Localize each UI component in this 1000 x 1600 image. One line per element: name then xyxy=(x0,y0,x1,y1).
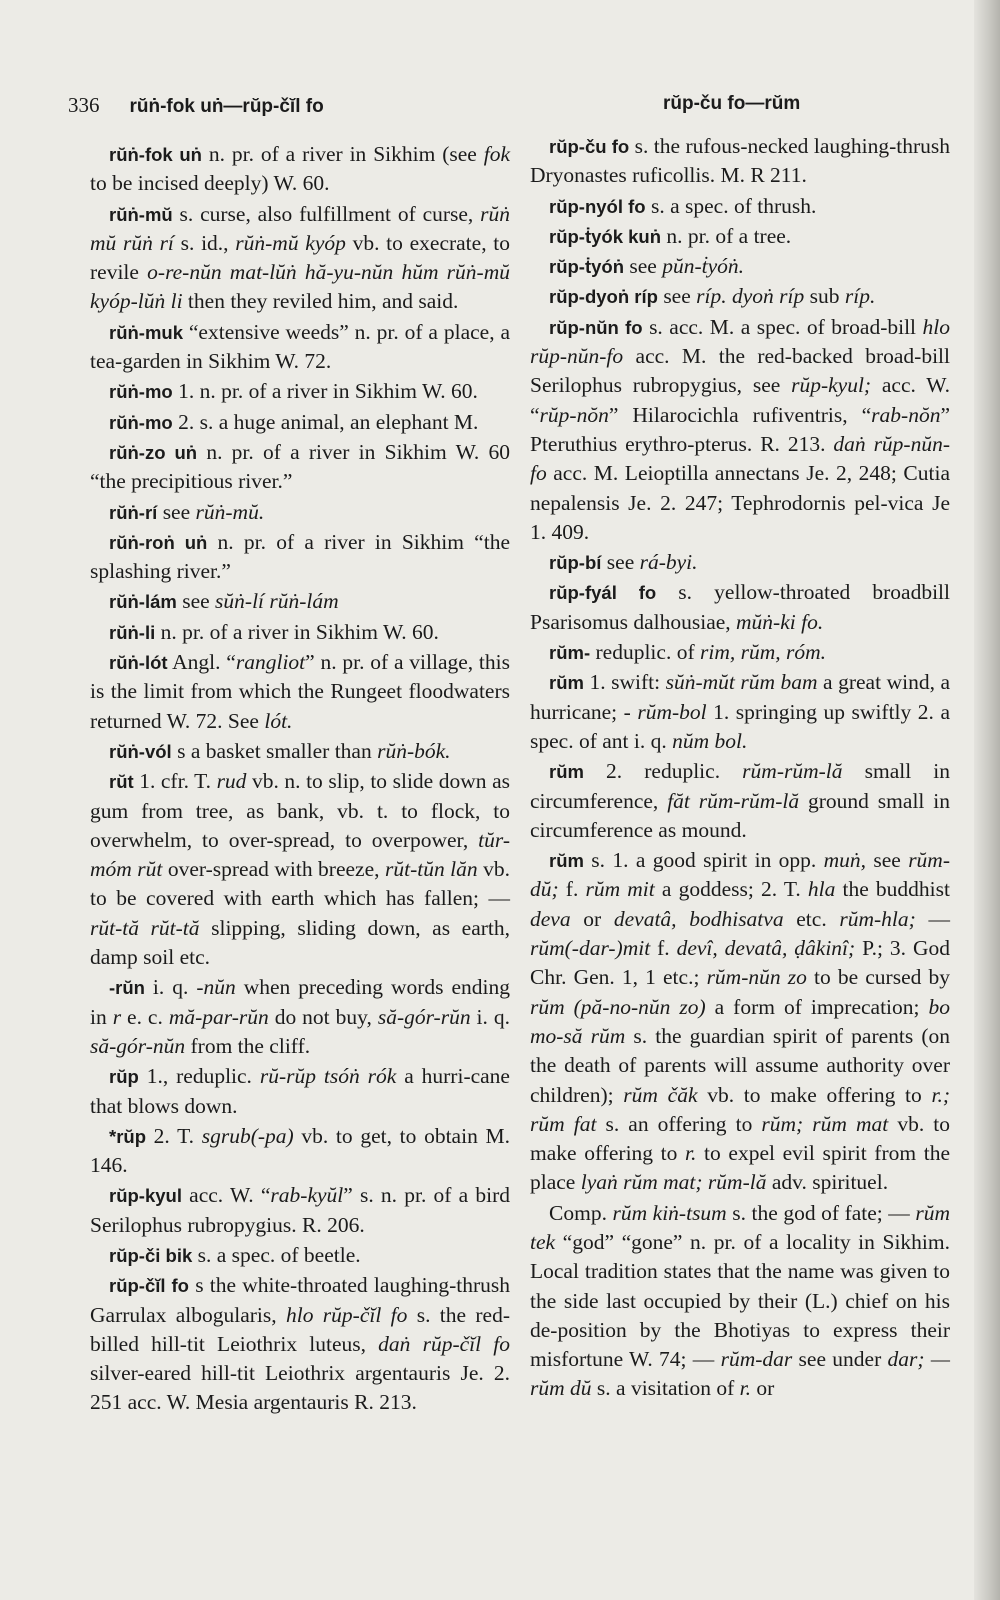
entry-headword: rŭṅ-li xyxy=(109,621,156,643)
dictionary-entry xyxy=(90,1271,510,1417)
right-running-head: rŭp-ču fo—rŭm xyxy=(663,93,801,114)
entry-italic-text: rud xyxy=(216,769,247,794)
entry-text: ” n. pr. of a village, this is the limit from which the Rungeet floodwaters returned W. 72. See xyxy=(90,650,510,733)
entry-italic-text: pŭn-ṫyóṅ. xyxy=(662,254,745,279)
entry-text: small in circumference, xyxy=(530,759,950,813)
entry-headword: rŭm xyxy=(549,672,584,694)
dictionary-entry xyxy=(530,282,950,311)
entry-italic-text: lót. xyxy=(264,708,293,733)
entry-text: f. xyxy=(650,936,677,961)
entry-text: vb. to make offering to xyxy=(530,1111,950,1166)
entry-italic-text: tŭr-móm rŭt xyxy=(90,827,510,882)
dictionary-entry xyxy=(530,192,950,221)
entry-italic-text: rŭm kiṅ-tsum xyxy=(612,1200,727,1225)
entry-text: s. the red-billed hill-tit Leiothrix luteus, xyxy=(90,1302,510,1356)
entry-text: s. the guardian spirit of parents (on the death of parents will assume authority over children); xyxy=(530,1023,951,1107)
dictionary-entry xyxy=(90,587,510,616)
entry-headword: rŭṅ-mo xyxy=(109,411,173,433)
entry-italic-text: rim, rŭm, róm. xyxy=(699,640,827,665)
dictionary-entry xyxy=(90,438,510,497)
dictionary-entry xyxy=(90,318,510,377)
entry-italic-text: muṅ, xyxy=(823,848,867,873)
dictionary-entry xyxy=(90,200,510,317)
dictionary-entry xyxy=(90,767,510,972)
entry-text: a hurri-cane that blows down. xyxy=(90,1064,510,1118)
entry-text: see xyxy=(176,589,216,614)
entry-italic-text: r. xyxy=(739,1376,751,1401)
dictionary-entry xyxy=(90,1241,510,1270)
entry-text: to be incised deeply) W. 60. xyxy=(90,171,330,196)
entry-text: vb. to get, to obtain M. 146. xyxy=(90,1123,510,1178)
entry-italic-text: daṅ rŭp-čĭl fo xyxy=(378,1331,510,1356)
left-running-head: rŭṅ-fok uṅ—rŭp-čĭl fo xyxy=(129,96,324,117)
entry-headword: rŭp-či bik xyxy=(109,1244,193,1266)
left-running-header xyxy=(68,93,324,118)
entry-headword: rŭṅ-vól xyxy=(109,740,172,762)
dictionary-entry xyxy=(530,638,950,667)
dictionary-entry xyxy=(530,1199,950,1404)
entry-italic-text: bo mo-să rŭm xyxy=(530,994,950,1048)
entry-italic-text: rŭṅ mŭ rŭṅ rí xyxy=(90,201,510,255)
entry-italic-text: nŭm bol. xyxy=(672,728,748,753)
entry-headword: rŭp-čĭl fo xyxy=(109,1275,189,1297)
entry-italic-text: rá-byi. xyxy=(639,550,698,575)
entry-italic-text: devatâ, bodhisatva xyxy=(613,906,784,931)
entry-italic-text: r. xyxy=(685,1141,697,1166)
entry-headword: rŭp-nŭn fo xyxy=(549,316,643,338)
entry-italic-text: rŭṅ-bók. xyxy=(377,738,451,763)
entry-text: 1. n. pr. of a river in Sikhim W. 60. xyxy=(172,379,478,404)
dictionary-entry xyxy=(90,1122,510,1181)
entry-text: n. pr. of a tree. xyxy=(661,223,792,248)
entry-text: s. acc. M. a spec. of broad-bill xyxy=(642,314,923,339)
entry-headword: rŭp-ṫyóṅ xyxy=(549,256,625,278)
entry-text: s. a visitation of xyxy=(591,1376,740,1401)
entry-italic-text: să-gór-rŭn xyxy=(377,1004,471,1029)
entry-headword: rŭṅ-fok uṅ xyxy=(109,144,202,165)
page-edge-shadow xyxy=(974,0,1000,1600)
entry-text: see xyxy=(601,550,640,575)
entry-italic-text: deva xyxy=(530,906,571,931)
entry-text: see under xyxy=(792,1347,888,1372)
entry-text: e. c. xyxy=(121,1004,169,1029)
entry-text: a form of imprecation; xyxy=(705,994,929,1019)
page-number: 336 xyxy=(68,93,100,117)
entry-italic-text: rŭm (pă-no-nŭn zo) xyxy=(530,994,706,1019)
entry-italic-text: r xyxy=(112,1004,122,1029)
entry-text: or xyxy=(570,906,614,931)
entry-italic-text: rŭm-dŭ; xyxy=(530,848,950,902)
dictionary-entry xyxy=(90,1062,510,1121)
entry-text: s. id., xyxy=(173,230,236,255)
entry-text: see xyxy=(657,284,697,309)
entry-headword: rŭm xyxy=(549,850,584,872)
entry-text: i. q. xyxy=(470,1004,510,1029)
entry-headword: rŭp-ṫyók kuṅ xyxy=(549,225,662,247)
entry-headword: -rŭn xyxy=(109,977,145,999)
entry-text: — xyxy=(915,906,950,931)
entry-italic-text: sŭṅ-mŭt rŭm bam xyxy=(665,670,818,695)
entry-italic-text: sgrub(-pa) xyxy=(201,1123,294,1148)
dictionary-entry xyxy=(530,222,950,251)
left-column xyxy=(90,140,510,1419)
entry-text: then they reviled him, and said. xyxy=(182,289,459,314)
entry-text: a great wind, a hurricane; - xyxy=(530,670,950,724)
dictionary-entry xyxy=(90,528,510,587)
entry-italic-text: rŭm; rŭm mat xyxy=(761,1111,889,1136)
entry-headword: rŭp-fyál fo xyxy=(549,582,657,604)
entry-italic-text: rŭṅ-mŭ. xyxy=(195,499,265,524)
entry-headword: rŭṅ-zo uṅ xyxy=(109,441,198,463)
entry-text: s. curse, also fulfillment of curse, xyxy=(172,201,481,226)
entry-italic-text: rŭt-tă rŭt-tă xyxy=(90,915,200,940)
dictionary-entry xyxy=(530,668,950,756)
entry-text: over-spread with breeze, xyxy=(162,857,385,882)
entry-text: n. pr. of a river in Sikhim (see xyxy=(201,142,484,166)
entry-headword: rŭm xyxy=(549,761,584,783)
entry-text: n. pr. of a river in Sikhim W. 60 “the precipitious river.” xyxy=(90,439,510,494)
entry-italic-text: -nŭn xyxy=(196,975,236,1000)
entry-text: or xyxy=(751,1376,775,1401)
entry-headword: rŭp-bí xyxy=(549,552,602,574)
entry-text: acc. M. Leioptilla annectans Je. 2, 248; Cutia nepalensis Je. 2. 247; Tephrodornis pel-vica Je 1. 409. xyxy=(530,461,950,544)
entry-text: i. q. xyxy=(144,975,197,1000)
entry-text: “god” “gone” n. pr. of a locality in Sikhim. Local tradition states that the name was given to the side last occupied by their (L.) chief on his de-position by the Bhotiyas to express their misfortune W. 74; — xyxy=(530,1229,950,1372)
entry-text: n. pr. of a river in Sikhim W. 60. xyxy=(155,619,439,644)
dictionary-entry xyxy=(90,973,510,1061)
entry-italic-text: rŭ-rŭp tsóṅ rók xyxy=(259,1064,397,1089)
entry-italic-text: rŭm tek xyxy=(530,1200,950,1254)
entry-text: s. 1. a good spirit in opp. xyxy=(583,848,824,873)
entry-headword: rŭṅ-roṅ uṅ xyxy=(109,531,208,553)
entry-italic-text: ríp. dyoṅ ríp xyxy=(696,284,805,309)
entry-text: f. xyxy=(558,877,586,902)
entry-headword: rŭp xyxy=(109,1066,139,1088)
entry-text: s. an offering to xyxy=(596,1111,762,1136)
entry-text: acc. W. “ xyxy=(530,373,950,427)
entry-text: the buddhist xyxy=(835,877,950,902)
dictionary-entry xyxy=(530,757,950,845)
entry-text: vb. to make offering to xyxy=(697,1082,932,1107)
dictionary-entry xyxy=(530,548,950,577)
entry-headword: rŭṅ-muk xyxy=(109,321,183,343)
entry-italic-text: o-re-nŭn mat-lŭṅ hă-yu-nŭn hŭm rŭṅ-mŭ kyóp-lŭṅ li xyxy=(90,260,510,314)
entry-headword: rŭṅ-mo xyxy=(109,381,173,403)
entry-text: Comp. xyxy=(549,1200,613,1225)
entry-italic-text: hlo rŭp-nŭn-fo xyxy=(530,314,950,369)
dictionary-entry xyxy=(90,1181,510,1240)
entry-italic-text: devî, devatâ, ḍâkinî; xyxy=(676,936,856,961)
entry-text: vb. to execrate, to revile xyxy=(90,230,511,285)
entry-italic-text: mŭṅ-ki fo. xyxy=(736,609,824,634)
entry-italic-text: lyaṅ rŭm mat; rŭm-lă xyxy=(580,1170,767,1195)
entry-text: s. a spec. of beetle. xyxy=(192,1242,361,1267)
entry-italic-text: r.; rŭm fat xyxy=(530,1082,950,1136)
entry-italic-text: rŭṅ-mŭ kyóp xyxy=(235,230,346,255)
entry-text: 1., reduplic. xyxy=(138,1064,260,1089)
entry-text: s. the god of fate; — xyxy=(726,1200,916,1225)
entry-text: reduplic. of xyxy=(590,640,700,665)
entry-text: P.; 3. God Chr. Gen. 1, 1 etc.; xyxy=(530,936,950,990)
entry-text: acc. M. the red-backed broad-bill Serilophus rubropygius, see xyxy=(530,344,950,398)
entry-italic-text: rŭt-tŭn lăn xyxy=(384,857,478,882)
entry-text: silver-eared hill-tit Leiothrix argentauris Je. 2. 251 acc. W. Mesia argentauris R. 213. xyxy=(90,1361,510,1415)
dictionary-entry xyxy=(90,498,510,527)
dictionary-entry xyxy=(530,846,950,1198)
entry-italic-text: dar; — rŭm dŭ xyxy=(530,1347,950,1401)
entry-italic-text: hla xyxy=(807,877,836,902)
entry-italic-text: rŭp-nŏn xyxy=(539,402,609,427)
entry-text: slipping, sliding down, as earth, damp soil etc. xyxy=(90,915,510,970)
entry-text: 2. reduplic. xyxy=(583,759,743,784)
entry-headword: rŭṅ-mŭ xyxy=(109,203,173,225)
entry-text: 2. s. a huge animal, an elephant M. xyxy=(172,409,479,434)
entry-italic-text: rŭm(-dar-)mit xyxy=(530,936,651,961)
entry-text: to expel evil spirit from the place xyxy=(530,1141,950,1195)
dictionary-entry xyxy=(90,408,510,437)
entry-italic-text: daṅ rŭp-nŭn-fo xyxy=(530,431,950,486)
entry-text: acc. W. “ xyxy=(181,1183,271,1208)
entry-text: ground small in circumference as mound. xyxy=(530,788,951,842)
entry-text: vb. n. to slip, to slide down as gum from tree, as bank, vb. t. to flock, to overwhelm, to over-spread, to overpower, xyxy=(90,769,510,852)
entry-italic-text: rŭm-nŭn zo xyxy=(706,965,807,990)
entry-text: etc. xyxy=(783,906,840,931)
entry-headword: rŭp-ču fo xyxy=(549,136,630,157)
entry-text: to be cursed by xyxy=(806,965,950,990)
entry-text: s a basket smaller than xyxy=(171,738,378,763)
entry-text: sub xyxy=(804,284,845,309)
entry-italic-text: rangliot xyxy=(235,650,306,675)
entry-italic-text: făt rŭm-rŭm-lă xyxy=(667,788,800,813)
entry-italic-text: hlo rŭp-čĭl fo xyxy=(285,1302,408,1327)
right-column xyxy=(530,132,950,1405)
entry-text: s. the rufous-necked laughing-thrush Dryonastes ruficollis. M. R 211. xyxy=(530,134,950,188)
entry-headword: rŭt xyxy=(109,771,134,793)
dictionary-entry xyxy=(90,140,510,199)
entry-italic-text: să-gór-nŭn xyxy=(90,1033,186,1058)
entry-headword: rŭṅ-lám xyxy=(109,591,177,613)
entry-italic-text: rab-nŏn xyxy=(871,402,941,427)
entry-italic-text: rŭp-kyul; xyxy=(791,373,872,398)
entry-text: 1. springing up swiftly 2. a spec. of ant i. q. xyxy=(530,699,950,753)
entry-italic-text: rŭm-rŭm-lă xyxy=(742,759,843,784)
entry-headword: *rŭp xyxy=(109,1125,146,1147)
entry-italic-text: rŭm-bol xyxy=(637,699,707,724)
dictionary-entry xyxy=(90,618,510,647)
entry-text: see xyxy=(624,254,663,279)
entry-text: see xyxy=(866,848,909,873)
entry-text: a goddess; 2. T. xyxy=(654,877,808,902)
entry-headword: rŭp-nyól fo xyxy=(549,195,646,217)
entry-italic-text: mă-par-rŭn xyxy=(168,1004,269,1029)
entry-text: ” Pteruthius erythro-pterus. R. 213. xyxy=(530,402,950,456)
entry-text: 2. T. xyxy=(146,1123,202,1148)
entry-italic-text: rŭm-dar xyxy=(720,1347,793,1372)
entry-text: 1. cfr. T. xyxy=(133,769,217,794)
entry-headword: rŭṅ-rí xyxy=(109,501,158,523)
entry-text: s. yellow-throated broadbill Psarisomus dalhousiae, xyxy=(530,580,950,634)
dictionary-entry xyxy=(90,737,510,766)
entry-text: adv. spirituel. xyxy=(766,1170,889,1195)
entry-headword: rŭp-dyoṅ ríp xyxy=(549,286,658,308)
entry-text: ” Hilarocichla rufiventris, “ xyxy=(608,402,872,427)
entry-text: s. a spec. of thrush. xyxy=(645,193,817,218)
dictionary-entry xyxy=(530,252,950,281)
entry-italic-text: fok xyxy=(483,142,510,166)
entry-headword: rŭm- xyxy=(549,642,591,664)
entry-text: s the white-throated laughing-thrush Garrulax albogularis, xyxy=(90,1273,510,1327)
dictionary-entry xyxy=(530,313,950,547)
entry-text: n. pr. of a river in Sikhim “the splashing river.” xyxy=(90,529,510,584)
entry-text: from the cliff. xyxy=(185,1033,311,1058)
entry-text: vb. to be covered with earth which has fallen; — xyxy=(90,857,510,911)
entry-italic-text: rab-kyŭl xyxy=(270,1183,344,1208)
dictionary-entry xyxy=(90,648,510,736)
dictionary-entry xyxy=(530,578,950,637)
entry-text: see xyxy=(157,499,196,524)
entry-text: Angl. “ xyxy=(167,650,236,675)
entry-italic-text: rŭm mit xyxy=(585,877,655,902)
entry-text: “extensive weeds” n. pr. of a place, a tea-garden in Sikhim W. 72. xyxy=(90,319,510,374)
entry-text: 1. swift: xyxy=(583,670,666,695)
entry-italic-text: sŭṅ-lí rŭṅ-lám xyxy=(215,589,339,614)
entry-italic-text: rŭm-hla; xyxy=(839,906,916,931)
entry-headword: rŭṅ-lót xyxy=(109,652,168,674)
entry-text: ” s. n. pr. of a bird Serilophus rubropygius. R. 206. xyxy=(90,1183,511,1237)
entry-italic-text: ríp. xyxy=(844,284,876,309)
entry-text: when preceding words ending in xyxy=(90,975,510,1029)
entry-headword: rŭp-kyul xyxy=(109,1185,182,1207)
dictionary-entry xyxy=(90,377,510,406)
dictionary-entry xyxy=(530,132,950,191)
entry-text: do not buy, xyxy=(268,1004,378,1029)
entry-italic-text: rŭm čăk xyxy=(623,1082,698,1107)
